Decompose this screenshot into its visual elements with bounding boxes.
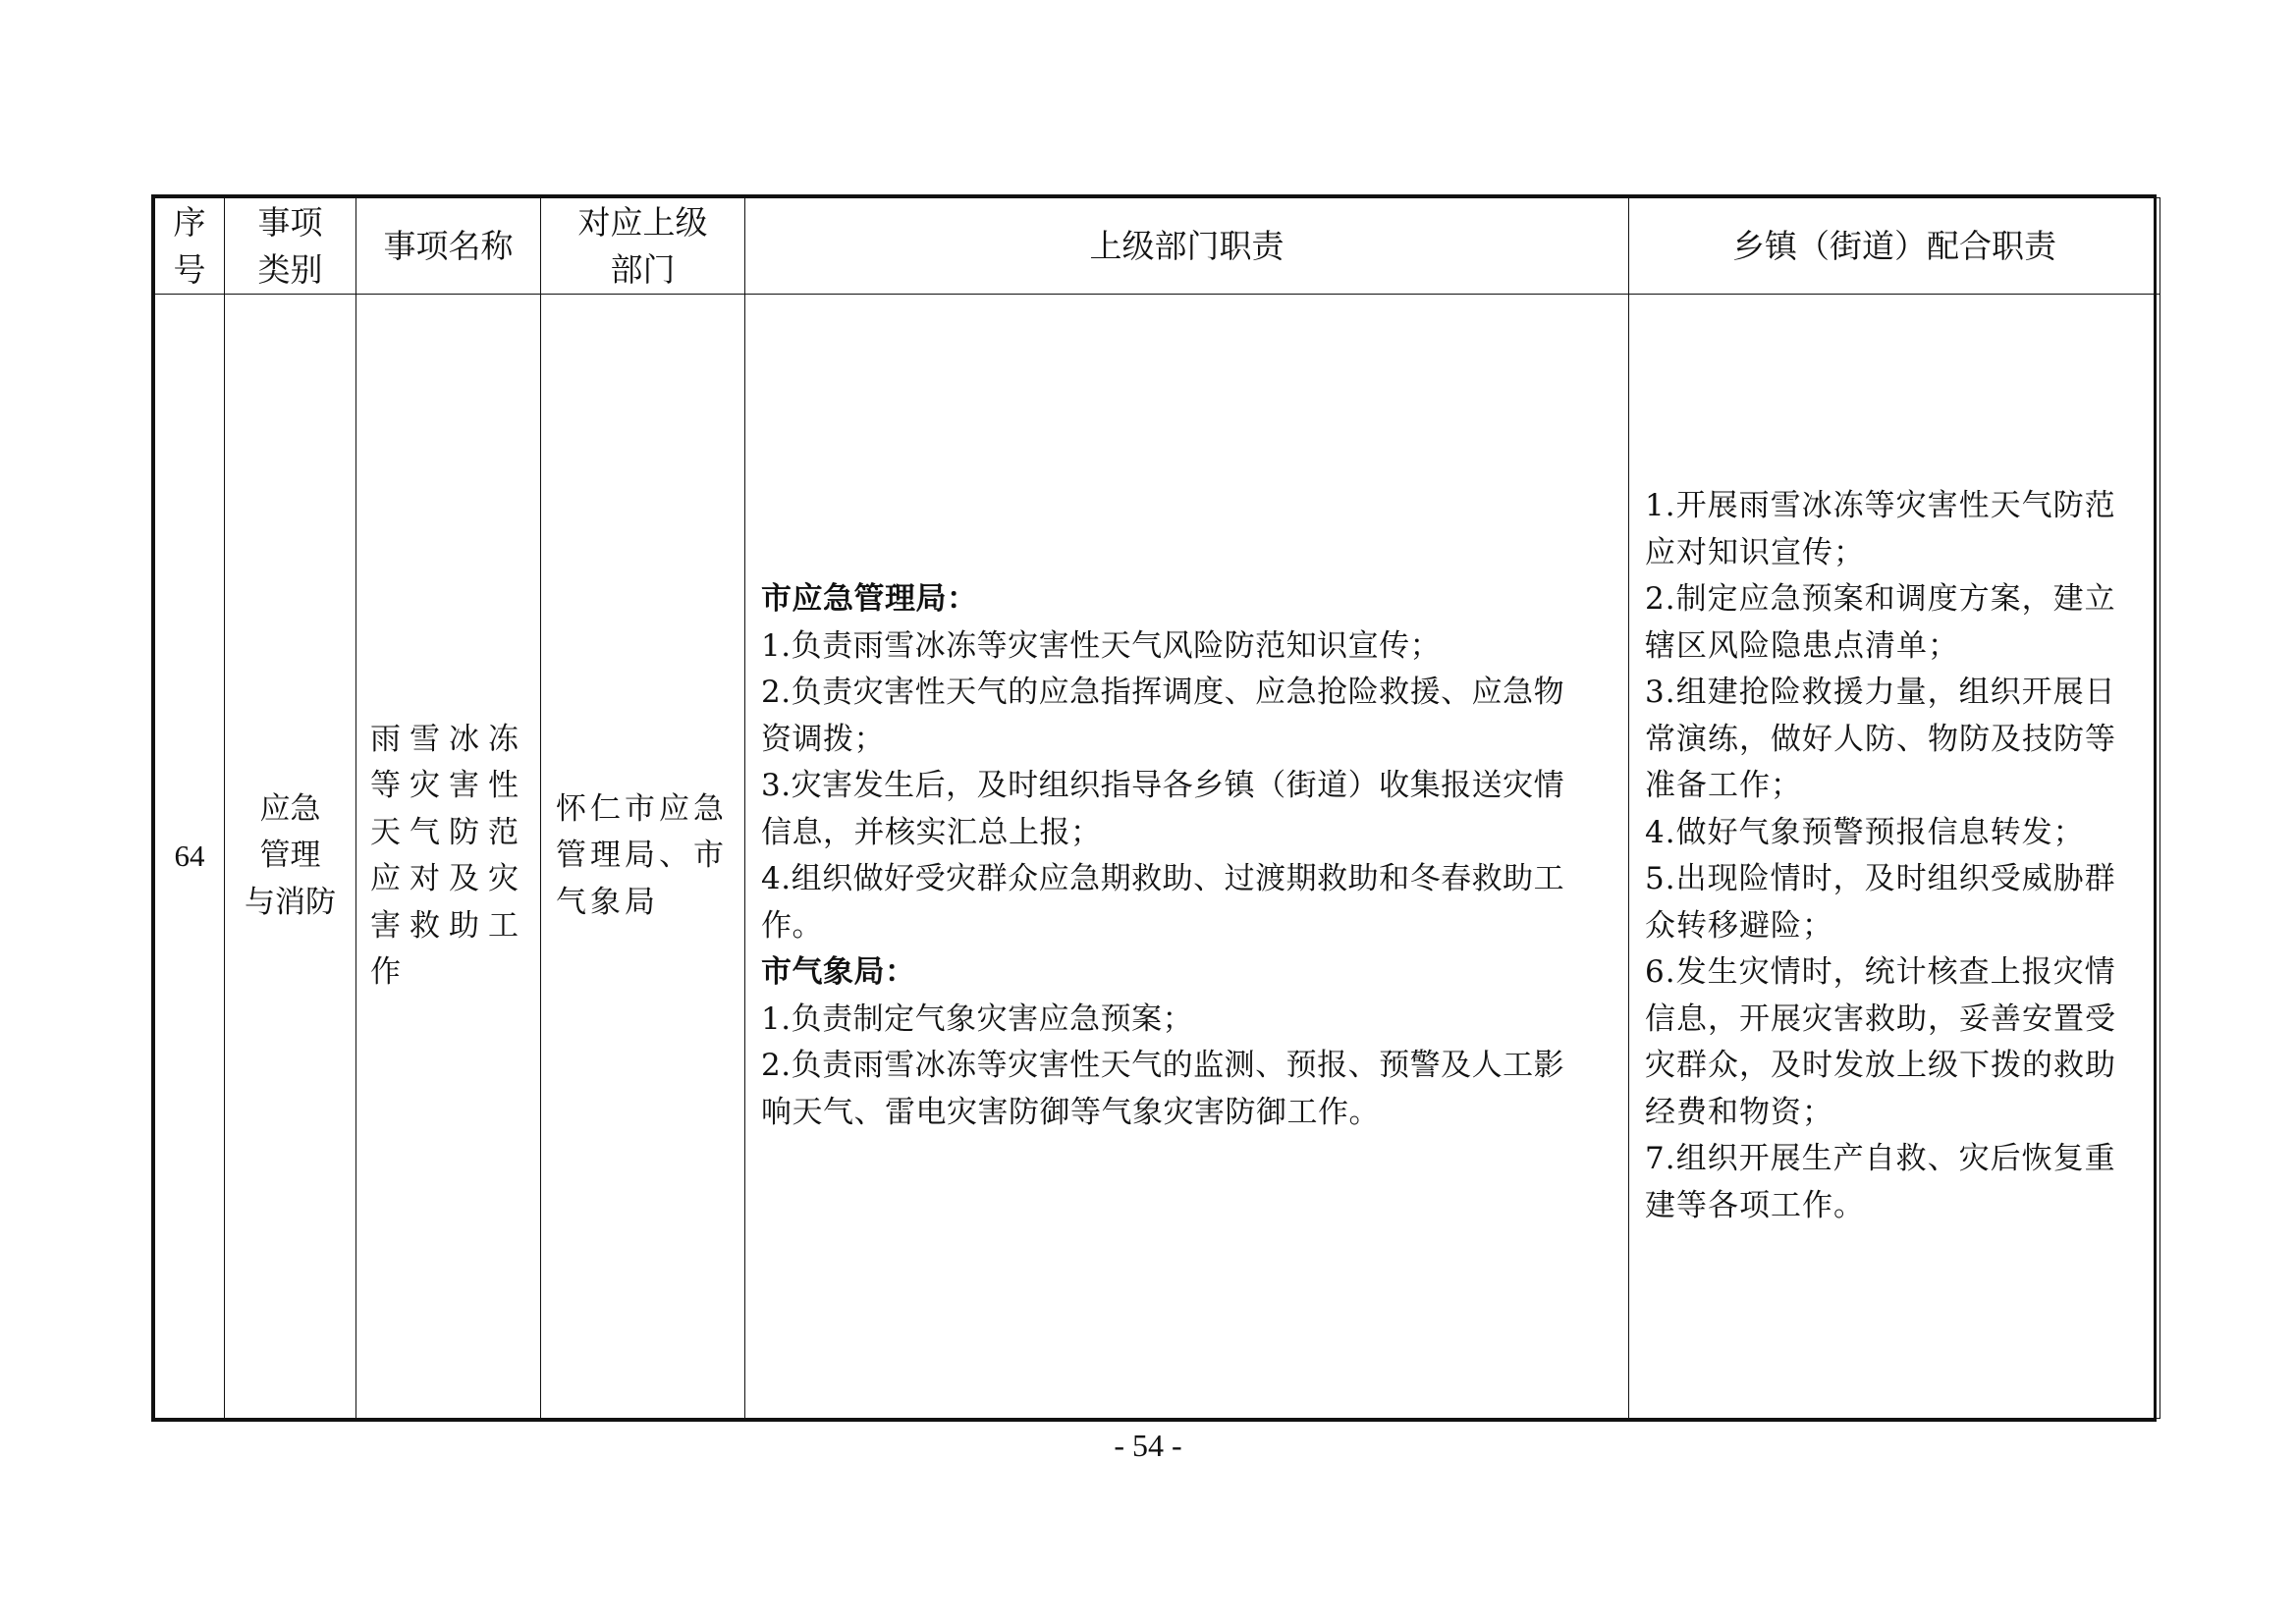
duty-line: 应对知识宣传； xyxy=(1645,534,1865,570)
cell-category: 应急 管理 与消防 xyxy=(225,295,356,1419)
duty-line: 3.组建抢险救援力量，组织开展日 xyxy=(1645,675,2116,710)
duty-line: 信息，并核实汇总上报； xyxy=(761,814,1102,850)
duty-line: 2.负责雨雪冰冻等灾害性天气的监测、预报、预警及人工影 xyxy=(761,1048,1565,1083)
duty-line: 资调拨； xyxy=(761,721,885,757)
duty-line: 经费和物资； xyxy=(1645,1094,1833,1130)
org-heading: 市应急管理局： xyxy=(761,581,978,617)
duty-line: 1.负责雨雪冰冻等灾害性天气风险防范知识宣传； xyxy=(761,627,1442,664)
duty-line: 1.负责制定气象灾害应急预案； xyxy=(761,1001,1194,1037)
cell-town-duty xyxy=(1629,295,2160,1419)
duty-line: 7.组织开展生产自救、灾后恢复重 xyxy=(1645,1141,2116,1176)
duty-line: 信息，开展灾害救助，妥善安置受 xyxy=(1645,1001,2116,1037)
duty-line: 4.做好气象预警预报信息转发； xyxy=(1645,814,2085,850)
duty-line: 1.开展雨雪冰冻等灾害性天气防范 xyxy=(1645,488,2116,523)
duty-line: 6.发生灾情时，统计核查上报灾情 xyxy=(1645,954,2116,990)
header-town-duty: 乡镇（街道）配合职责 xyxy=(1629,198,2160,295)
duty-line: 众转移避险； xyxy=(1645,907,1833,944)
table-header-row xyxy=(155,198,2160,295)
duty-line: 辖区风险隐患点清单； xyxy=(1645,627,1959,664)
duty-line: 灾群众，及时发放上级下拨的救助 xyxy=(1645,1048,2116,1083)
duty-line: 5.出现险情时，及时组织受威胁群 xyxy=(1645,861,2116,896)
cell-superior-duty xyxy=(745,295,1629,1419)
duty-line: 4.组织做好受灾群众应急期救助、过渡期救助和冬春救助工 xyxy=(761,861,1565,896)
duty-line: 准备工作； xyxy=(1645,768,1802,803)
header-name: 事项名称 xyxy=(356,198,541,295)
duty-line: 常演练，做好人防、物防及技防等 xyxy=(1645,721,2116,757)
duty-line: 3.灾害发生后，及时组织指导各乡镇（街道）收集报送灾情 xyxy=(761,768,1565,803)
duty-line: 响天气、雷电灾害防御等气象灾害防御工作。 xyxy=(761,1094,1380,1130)
duty-line: 2.制定应急预案和调度方案，建立 xyxy=(1645,581,2116,617)
header-seq: 序 号 xyxy=(155,198,225,295)
responsibility-table xyxy=(154,197,2160,1419)
page-number: - 54 - xyxy=(1114,1428,1182,1463)
header-superior-duty: 上级部门职责 xyxy=(745,198,1629,295)
header-category: 事项 类别 xyxy=(225,198,356,295)
org-heading: 市气象局： xyxy=(761,954,916,990)
duty-line: 建等各项工作。 xyxy=(1645,1187,1865,1223)
header-dept: 对应上级 部门 xyxy=(541,198,745,295)
responsibility-table-frame xyxy=(151,194,2157,1422)
duty-line: 作。 xyxy=(761,907,823,944)
cell-item-name: 雨雪冰冻 等灾害性 天气防范 应对及灾 害救助工 作 xyxy=(356,295,541,1419)
cell-superior-dept: 怀仁市应急 管理局、市 气象局 xyxy=(541,295,745,1419)
cell-seq: 64 xyxy=(155,295,225,1419)
table-row xyxy=(155,295,2160,1419)
duty-line: 2.负责灾害性天气的应急指挥调度、应急抢险救援、应急物 xyxy=(761,675,1565,710)
